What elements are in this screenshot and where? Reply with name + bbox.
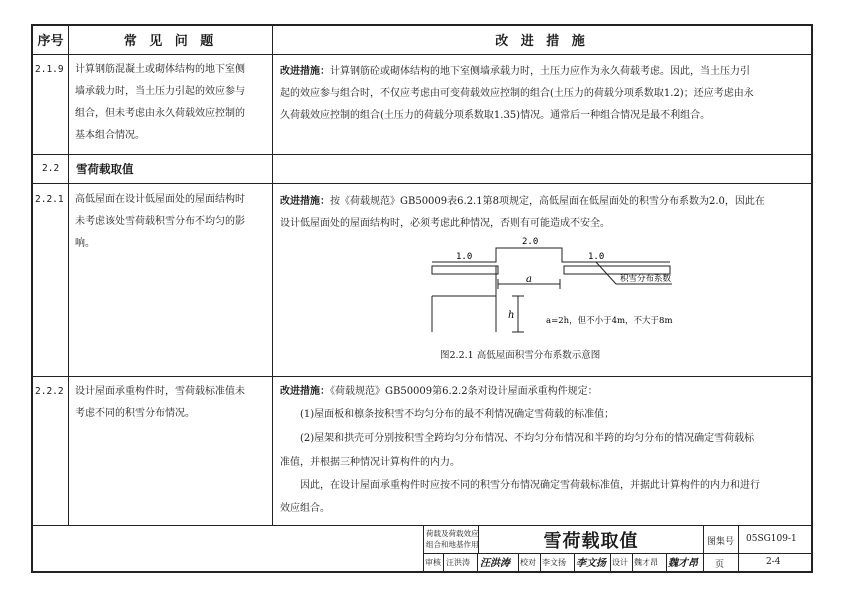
section-number: 2.2 [42, 163, 60, 174]
tb-bottom-sep [632, 553, 633, 572]
design-label: 设计 [612, 558, 628, 567]
check-signature [576, 554, 606, 569]
tb-sep-atlas [738, 525, 739, 572]
check-name: 李文扬 [542, 558, 566, 567]
problem-line: 高低屋面在设计低屋面处的屋面结构时 [75, 194, 245, 205]
table-border-top [31, 24, 813, 26]
row-sep-221 [31, 376, 813, 377]
design-sign-text: 魏才昂 [668, 558, 698, 569]
check-sign-text: 李文扬 [576, 558, 606, 569]
measure-line-1 [280, 191, 765, 213]
tb-bottom-sep [574, 553, 575, 572]
section-title: 雪荷载取值 [76, 162, 134, 176]
header-no: 序号 [37, 34, 64, 49]
page-label: 页 [715, 560, 725, 570]
measure-line: (2)屋架和拱壳可分别按积雪全跨均匀分布情况、不均匀分布情况和半跨的均匀分布的情况确定雪荷载标 [300, 433, 755, 444]
problem-line: 计算钢筋混凝土或砌体结构的地下室侧 [75, 64, 245, 75]
design-signature [668, 554, 698, 569]
measure-label: 改进措施： [280, 66, 330, 77]
row-number: 2.1.9 [35, 64, 64, 75]
measure-line: 因此，在设计屋面承重构件时应按不同的积雪分布情况确定雪荷载标准值，并据此计算构件的内力和进行 [300, 480, 760, 491]
problem-line: 墙承载力时，当土压力引起的效应参与 [75, 86, 245, 97]
review-sign-text: 汪洪涛 [480, 558, 510, 569]
leader-line [596, 262, 616, 284]
label-left: 1.0 [456, 252, 473, 262]
design-name: 魏才昂 [634, 558, 658, 567]
measure-line: 准值，并根据三种情况计算构件的内力。 [280, 457, 460, 468]
col-sep-2 [272, 24, 273, 526]
h-label: h [508, 310, 515, 321]
label-right: 1.0 [588, 252, 605, 262]
header-measure: 改 进 措 施 [495, 34, 589, 49]
measure-label: 改进措施： [280, 196, 330, 207]
measure-line: 设计低屋面处的屋面结构时，必须考虑此种情况，否则有可能造成不安全。 [280, 218, 610, 229]
org-line1: 荷载及荷载效应 [426, 529, 479, 538]
tb-bottom-sep [610, 553, 611, 572]
problem-line: 响。 [75, 238, 95, 249]
atlas-label: 图集号 [707, 537, 735, 547]
tb-bottom-sep [666, 553, 667, 572]
check-label: 校对 [520, 558, 536, 567]
measure-text: 《荷载规范》GB50009第6.2.2条对设计屋面承重构件规定： [330, 386, 598, 397]
tb-left [423, 525, 424, 572]
low-roof-slab [432, 266, 498, 274]
review-name: 汪洪涛 [446, 558, 470, 567]
row-sep-22 [31, 183, 813, 184]
problem-line: 组合，但未考虑由永久荷载效应控制的 [75, 108, 245, 119]
coef-label: 积雪分布系数 [620, 274, 672, 284]
a-label: a [526, 274, 532, 285]
measure-line: 久荷载效应控制的组合(土压力的荷载分项系数取1.35)情况。通常后一种组合情况是最不利组合。 [280, 110, 711, 121]
tb-sep-title [703, 525, 704, 572]
org-line2: 组合和地基作用 [426, 540, 479, 549]
formula: a=2h，但不小于4m，不大于8m [546, 316, 673, 326]
drawing-title: 雪荷载取值 [543, 531, 639, 552]
col-sep-1 [68, 24, 69, 526]
tb-bottom-sep [443, 553, 444, 572]
table-border-bottom [31, 571, 813, 573]
atlas-number: 05SG109-1 [746, 534, 797, 544]
snow-distribution-figure [420, 232, 720, 357]
row-sep-header [31, 54, 813, 55]
tb-bottom-sep [518, 553, 519, 572]
row-number: 2.2.1 [35, 194, 64, 205]
problem-line: 考虑不同的积雪分布情况。 [75, 408, 195, 419]
header-problem: 常 见 问 题 [123, 34, 218, 49]
measure-label: 改进措施： [280, 386, 330, 397]
problem-line: 基本组合情况。 [75, 130, 145, 141]
measure-line: 起的效应参与组合时，不仅应考虑由可变荷载效应控制的组合(土压力的荷载分项系数取1.2)；还应考虑由永 [280, 88, 754, 99]
review-signature [480, 554, 510, 569]
measure-text: 计算钢筋砼或砌体结构的地下室侧墙承载力时，土压力应作为永久荷载考虑。因此，当土压力引 [330, 66, 750, 77]
table-border-right [811, 24, 813, 573]
table-border-left [31, 24, 33, 573]
label-mid: 2.0 [522, 237, 539, 247]
tb-bottom-sep [540, 553, 541, 572]
row-sep-222 [31, 525, 813, 526]
figure-caption: 图2.2.1 高低屋面积雪分布系数示意图 [440, 350, 601, 361]
problem-line: 设计屋面承重构件时，雪荷载标准值未 [75, 386, 245, 397]
measure-line-1 [280, 381, 598, 403]
row-number: 2.2.2 [35, 386, 64, 397]
measure-text: 按《荷载规范》GB50009表6.2.1第8项规定，高低屋面在低屋面处的积雪分布系数为2.0，因此在 [330, 196, 765, 207]
row-sep-219 [31, 154, 813, 155]
measure-line: 效应组合。 [280, 503, 330, 514]
problem-line: 未考虑该处雪荷载积雪分布不均匀的影 [75, 216, 245, 227]
high-roof-slab [564, 266, 670, 274]
measure-line-1 [280, 61, 750, 83]
review-label: 审核 [425, 558, 441, 567]
measure-line: (1)屋面板和檩条按积雪不均匀分布的最不利情况确定雪荷载的标准值； [300, 409, 615, 420]
page-number: 2-4 [766, 557, 781, 567]
tb-bottom-sep [477, 553, 478, 572]
